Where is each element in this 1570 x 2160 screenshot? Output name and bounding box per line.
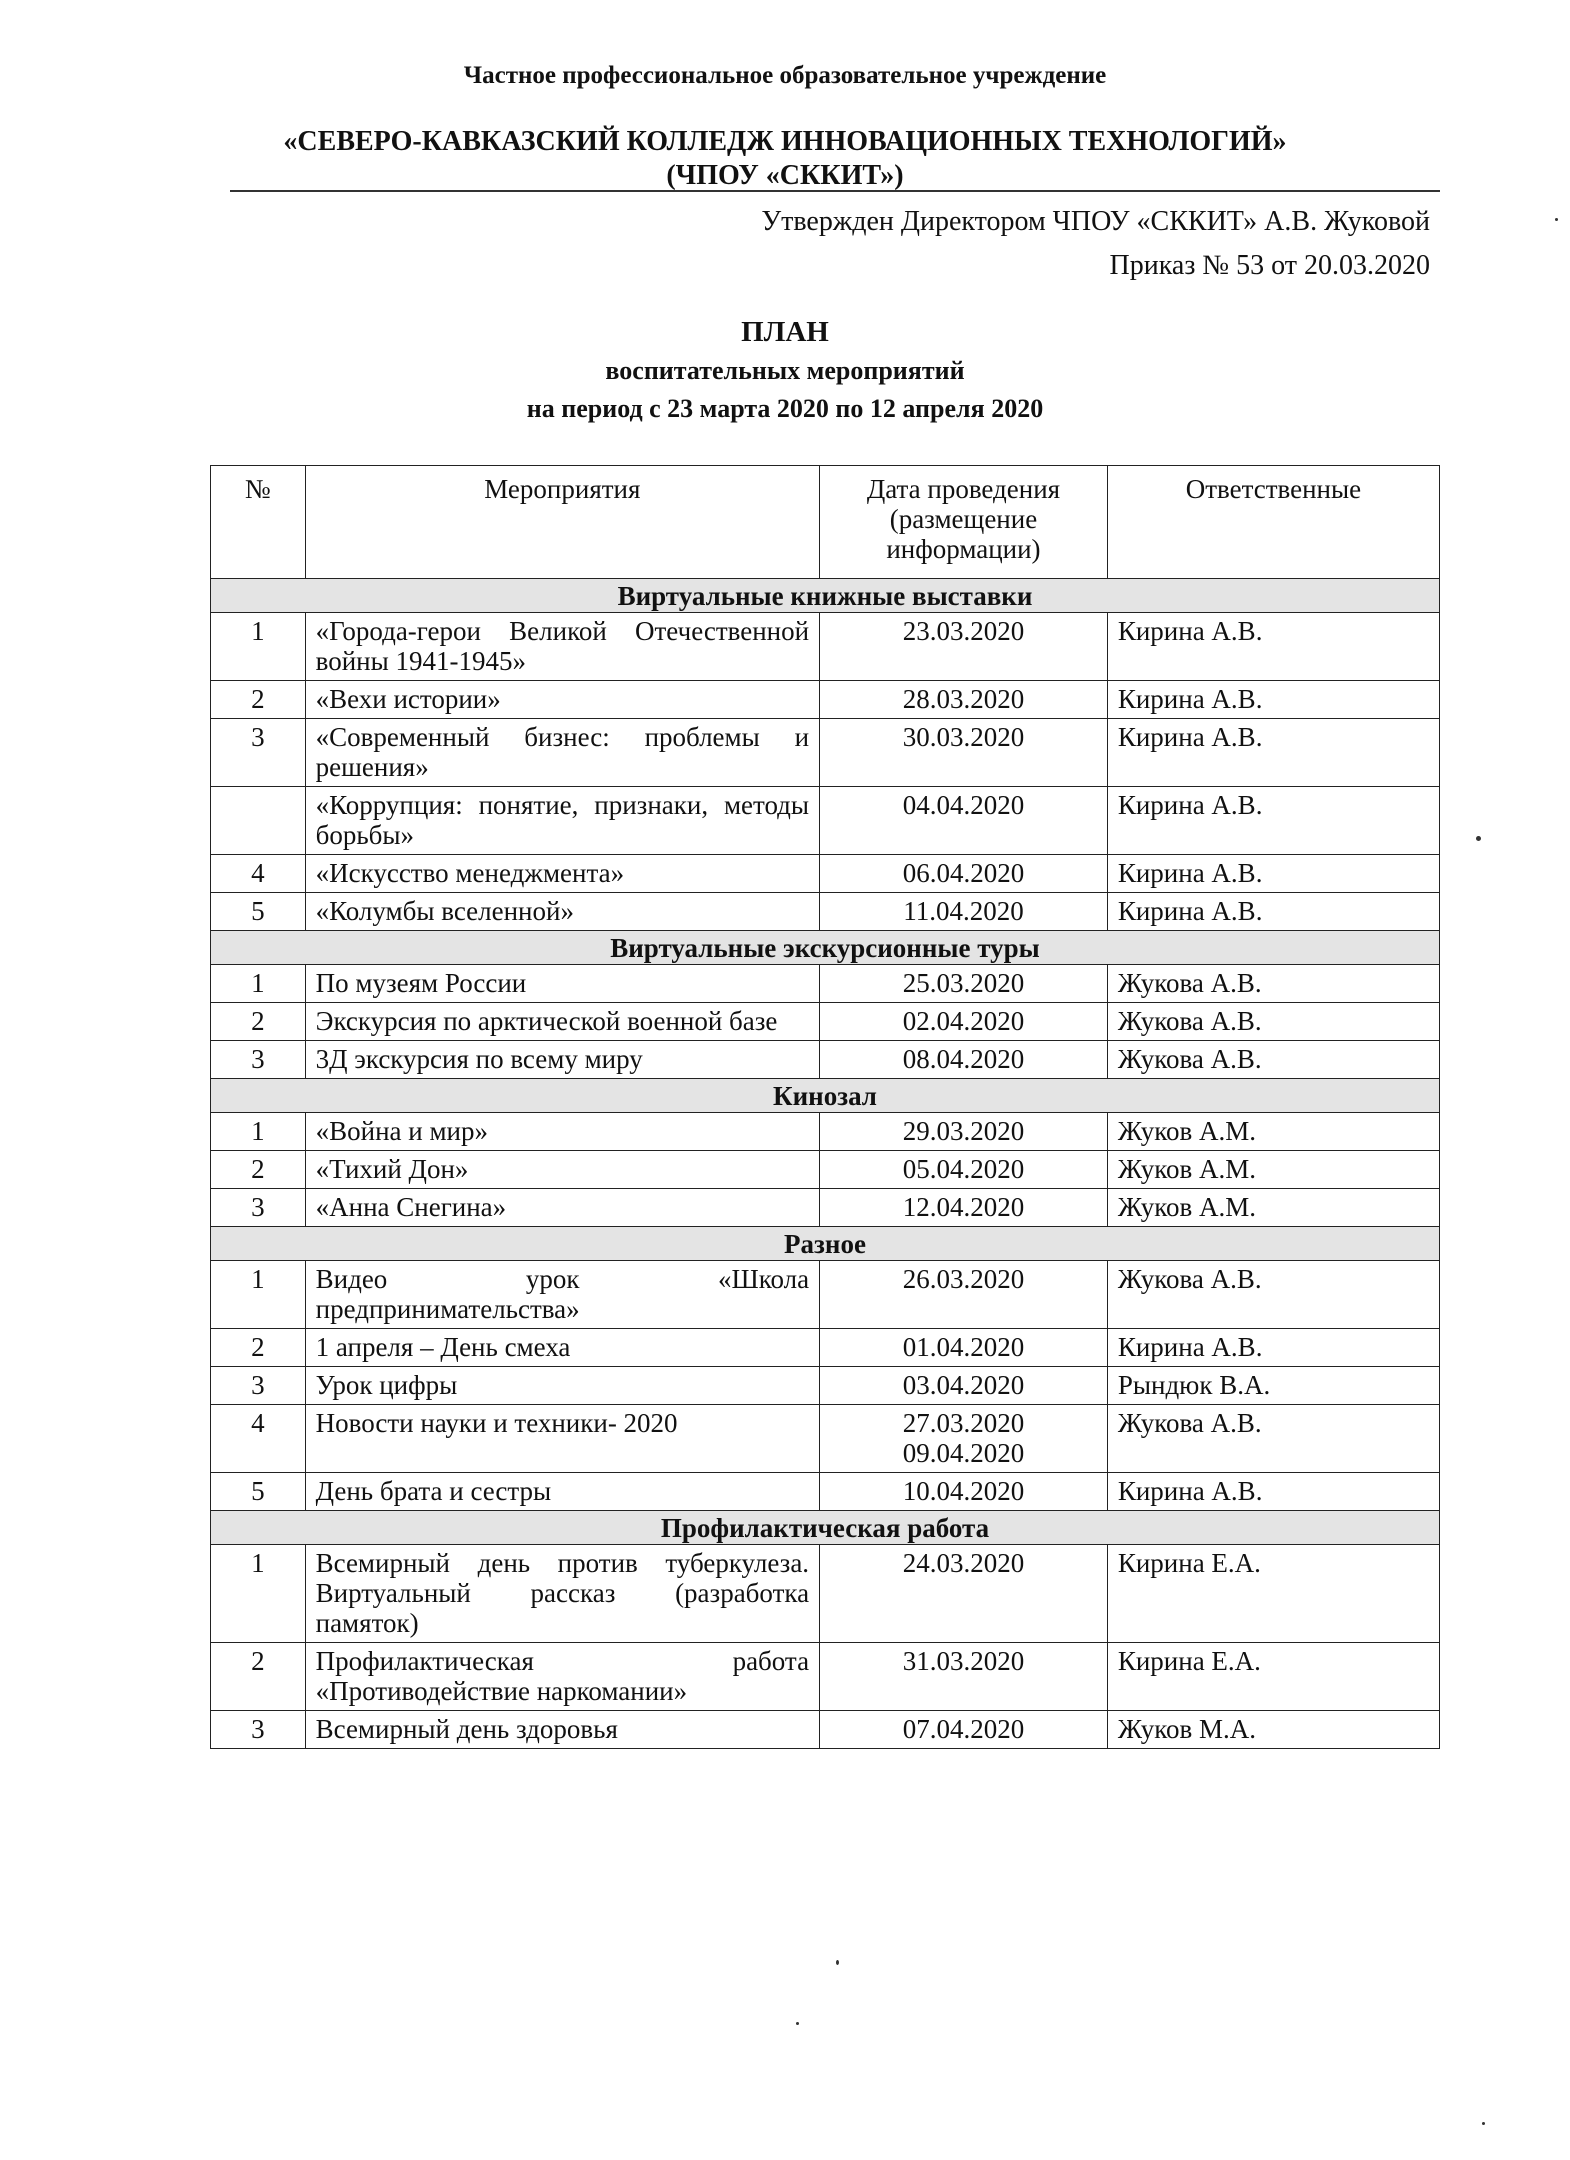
row-responsible: Кирина А.В.	[1107, 1329, 1439, 1367]
row-date-cell	[820, 1041, 1108, 1079]
row-number: 3	[211, 1189, 306, 1227]
row-responsible: Кирина А.В.	[1107, 893, 1439, 931]
row-date-cell	[820, 1545, 1108, 1643]
row-event: «Города-герои Великой Отечественной войны 1941-1945»	[305, 613, 819, 681]
row-date-second: 09.04.2020	[902, 1438, 1025, 1468]
row-date-cell	[820, 965, 1108, 1003]
row-date: 23.03.2020	[902, 616, 1025, 646]
row-number: 2	[211, 1329, 306, 1367]
section-title: Разное	[211, 1227, 1440, 1261]
row-date: 05.04.2020	[902, 1154, 1025, 1184]
row-responsible: Кирина А.В.	[1107, 681, 1439, 719]
table-row	[211, 1367, 1440, 1405]
section-row	[211, 1511, 1440, 1545]
table-row	[211, 1261, 1440, 1329]
row-date: 10.04.2020	[902, 1476, 1025, 1506]
row-event: «Тихий Дон»	[305, 1151, 819, 1189]
row-event: 3Д экскурсия по всему миру	[305, 1041, 819, 1079]
section-title: Кинозал	[211, 1079, 1440, 1113]
row-event: «Искусство менеджмента»	[305, 855, 819, 893]
row-number: 2	[211, 1151, 306, 1189]
plan-subtitle: воспитательных мероприятий	[605, 356, 965, 385]
row-date: 30.03.2020	[902, 722, 1025, 752]
section-row	[211, 579, 1440, 613]
row-responsible: Кирина А.В.	[1107, 719, 1439, 787]
row-date: 27.03.2020	[902, 1408, 1025, 1438]
column-header-number: №	[211, 466, 306, 579]
row-date-cell	[820, 893, 1108, 931]
row-date: 11.04.2020	[903, 896, 1024, 926]
section-row	[211, 931, 1440, 965]
row-date-cell	[820, 1367, 1108, 1405]
row-responsible: Кирина А.В.	[1107, 787, 1439, 855]
scan-speck	[796, 2022, 799, 2025]
column-header-date: Дата проведения (размещение информации)	[820, 466, 1108, 579]
row-number: 1	[211, 1261, 306, 1329]
table-row	[211, 719, 1440, 787]
row-event: Всемирный день здоровья	[305, 1711, 819, 1749]
table-row	[211, 893, 1440, 931]
row-date: 01.04.2020	[902, 1332, 1025, 1362]
row-date: 02.04.2020	[902, 1006, 1025, 1036]
row-event: Всемирный день против туберкулеза. Виртуальный рассказ (разработка памяток)	[305, 1545, 819, 1643]
plan-period: на период с 23 марта 2020 по 12 апреля 2020	[526, 394, 1044, 423]
row-date-cell	[820, 1003, 1108, 1041]
table-row	[211, 855, 1440, 893]
row-number: 1	[211, 613, 306, 681]
row-responsible: Кирина А.В.	[1107, 613, 1439, 681]
row-number: 3	[211, 1041, 306, 1079]
row-date-cell	[820, 1151, 1108, 1189]
table-row	[211, 965, 1440, 1003]
row-responsible: Жукова А.В.	[1107, 965, 1439, 1003]
row-date-cell	[820, 1329, 1108, 1367]
plan-title: ПЛАН	[741, 316, 829, 348]
section-title: Виртуальные книжные выставки	[211, 579, 1440, 613]
row-event: Урок цифры	[305, 1367, 819, 1405]
row-responsible: Жуков А.М.	[1107, 1113, 1439, 1151]
row-event: 1 апреля – День смеха	[305, 1329, 819, 1367]
table-row	[211, 1545, 1440, 1643]
row-event: День брата и сестры	[305, 1473, 819, 1511]
scan-speck	[1476, 836, 1481, 841]
table-row	[211, 1329, 1440, 1367]
row-responsible: Жукова А.В.	[1107, 1003, 1439, 1041]
row-responsible: Кирина Е.А.	[1107, 1545, 1439, 1643]
section-row	[211, 1227, 1440, 1261]
row-responsible: Рындюк В.А.	[1107, 1367, 1439, 1405]
row-responsible: Кирина А.В.	[1107, 855, 1439, 893]
row-event: Профилактическая работа «Противодействие наркомании»	[305, 1643, 819, 1711]
section-title: Профилактическая работа	[211, 1511, 1440, 1545]
row-date: 08.04.2020	[902, 1044, 1025, 1074]
section-row	[211, 1079, 1440, 1113]
row-event: Видео урок «Школа предпринимательства»	[305, 1261, 819, 1329]
table-row	[211, 1003, 1440, 1041]
row-number: 2	[211, 1003, 306, 1041]
row-event: «Коррупция: понятие, признаки, методы борьбы»	[305, 787, 819, 855]
row-date-cell	[820, 1405, 1108, 1473]
document-title	[0, 312, 1570, 428]
row-date: 12.04.2020	[902, 1192, 1025, 1222]
row-date: 31.03.2020	[902, 1646, 1025, 1676]
scan-speck	[1555, 218, 1558, 221]
row-number: 2	[211, 1643, 306, 1711]
organization-short-name: (ЧПОУ «СККИТ»)	[666, 160, 904, 191]
row-number: 3	[211, 1367, 306, 1405]
row-date: 04.04.2020	[902, 790, 1025, 820]
row-date: 06.04.2020	[902, 858, 1025, 888]
row-number: 2	[211, 681, 306, 719]
order-number: Приказ № 53 от 20.03.2020	[1109, 250, 1430, 281]
row-event: «Колумбы вселенной»	[305, 893, 819, 931]
row-date: 07.04.2020	[902, 1714, 1025, 1744]
row-event: Новости науки и техники- 2020	[305, 1405, 819, 1473]
column-header-event: Мероприятия	[305, 466, 819, 579]
row-number: 4	[211, 855, 306, 893]
row-responsible: Кирина А.В.	[1107, 1473, 1439, 1511]
row-date-cell	[820, 719, 1108, 787]
table-row	[211, 1405, 1440, 1473]
row-event: «Вехи истории»	[305, 681, 819, 719]
row-number: 4	[211, 1405, 306, 1473]
row-number: 1	[211, 1545, 306, 1643]
approval-block	[761, 200, 1430, 288]
row-event: «Анна Снегина»	[305, 1189, 819, 1227]
row-date-cell	[820, 1643, 1108, 1711]
table-row	[211, 1643, 1440, 1711]
row-number: 3	[211, 719, 306, 787]
table-row	[211, 681, 1440, 719]
row-date-cell	[820, 1189, 1108, 1227]
row-date-cell	[820, 1113, 1108, 1151]
row-date: 25.03.2020	[902, 968, 1025, 998]
organization-full-name: «СЕВЕРО-КАВКАЗСКИЙ КОЛЛЕДЖ ИННОВАЦИОННЫХ ТЕХНОЛОГИЙ»	[283, 126, 1287, 157]
row-date: 26.03.2020	[902, 1264, 1025, 1294]
scan-speck	[1482, 2122, 1485, 2125]
row-number: 3	[211, 1711, 306, 1749]
section-title: Виртуальные экскурсионные туры	[211, 931, 1440, 965]
row-number: 1	[211, 965, 306, 1003]
row-event: По музеям России	[305, 965, 819, 1003]
row-event: Экскурсия по арктической военной базе	[305, 1003, 819, 1041]
row-date-cell	[820, 1261, 1108, 1329]
row-responsible: Жуков А.М.	[1107, 1151, 1439, 1189]
row-event: «Современный бизнес: проблемы и решения»	[305, 719, 819, 787]
row-responsible: Жукова А.В.	[1107, 1261, 1439, 1329]
column-header-responsible: Ответственные	[1107, 466, 1439, 579]
row-event: «Война и мир»	[305, 1113, 819, 1151]
row-responsible: Жукова А.В.	[1107, 1041, 1439, 1079]
table-row	[211, 1041, 1440, 1079]
row-number: 1	[211, 1113, 306, 1151]
row-responsible: Жуков А.М.	[1107, 1189, 1439, 1227]
row-responsible: Жуков М.А.	[1107, 1711, 1439, 1749]
table-row	[211, 1711, 1440, 1749]
table-row	[211, 1113, 1440, 1151]
row-responsible: Жукова А.В.	[1107, 1405, 1439, 1473]
row-number: 5	[211, 893, 306, 931]
scan-speck	[836, 1960, 839, 1965]
row-date: 24.03.2020	[902, 1548, 1025, 1578]
table-row	[211, 1189, 1440, 1227]
row-date-cell	[820, 613, 1108, 681]
row-date-cell	[820, 855, 1108, 893]
approved-by: Утвержден Директором ЧПОУ «СККИТ» А.В. Жуковой	[761, 206, 1430, 237]
row-date: 29.03.2020	[902, 1116, 1025, 1146]
row-date-cell	[820, 681, 1108, 719]
row-responsible: Кирина Е.А.	[1107, 1643, 1439, 1711]
row-number	[211, 787, 306, 855]
row-date: 03.04.2020	[902, 1370, 1025, 1400]
organization-type: Частное профессиональное образовательное учреждение	[463, 62, 1107, 89]
row-date: 28.03.2020	[902, 684, 1025, 714]
table-row	[211, 1151, 1440, 1189]
table-row	[211, 613, 1440, 681]
row-date-cell	[820, 1711, 1108, 1749]
events-table	[210, 465, 1440, 1749]
row-number: 5	[211, 1473, 306, 1511]
table-header-row	[211, 466, 1440, 579]
table-body	[211, 579, 1440, 1749]
row-date-cell	[820, 1473, 1108, 1511]
table-row	[211, 787, 1440, 855]
organization-name	[0, 125, 1570, 193]
header-divider	[230, 190, 1440, 192]
row-date-cell	[820, 787, 1108, 855]
table-row	[211, 1473, 1440, 1511]
